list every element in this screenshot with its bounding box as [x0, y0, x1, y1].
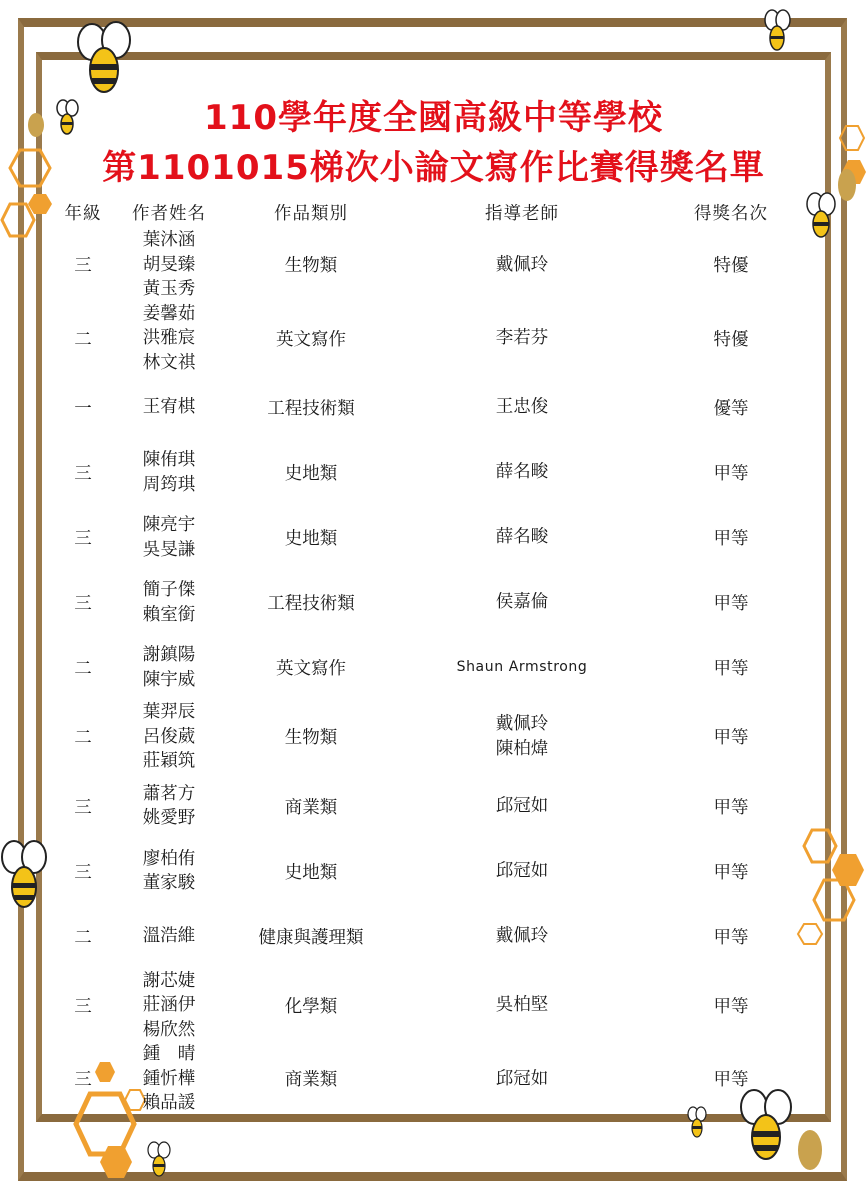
type-cell: 英文寫作 [276, 329, 346, 350]
grade-cell: 二 [74, 728, 92, 749]
authors-cell-name: 賴品諼 [142, 1093, 196, 1113]
authors-cell-name: 廖柏侑 [142, 848, 196, 869]
advisor-cell-name: 侯嘉倫 [495, 592, 549, 613]
authors-cell [114, 969, 224, 1043]
grade-cell: 三 [74, 1070, 92, 1091]
advisor-cell [398, 302, 646, 376]
table-row [52, 635, 816, 700]
authors-cell-name: 陳亮宇 [142, 515, 196, 535]
table-row [52, 700, 816, 774]
table-row [52, 839, 816, 904]
advisor-cell [398, 904, 646, 969]
authors-cell-name: 王宥棋 [142, 397, 196, 418]
table-header-row [52, 196, 816, 228]
type-cell: 工程技術類 [267, 399, 355, 419]
advisor-cell [398, 440, 646, 505]
table-row [52, 904, 816, 969]
type-cell: 史地類 [284, 529, 338, 549]
authors-cell [114, 635, 224, 700]
rank-cell: 甲等 [713, 464, 749, 484]
rank-cell: 甲等 [713, 927, 749, 948]
grade-cell: 二 [74, 329, 92, 350]
authors-cell-name: 呂俊葳 [142, 726, 196, 747]
advisor-cell-name: 李若芬 [495, 328, 549, 348]
authors-cell-name: 陳宇威 [142, 669, 196, 690]
type-cell: 史地類 [284, 862, 338, 883]
rank-cell: 甲等 [713, 996, 749, 1017]
table-row [52, 505, 816, 570]
advisor-cell [398, 570, 646, 635]
type-cell: 工程技術類 [267, 594, 355, 614]
rank-cell: 甲等 [713, 862, 749, 883]
authors-cell-name: 謝鎮陽 [142, 645, 196, 665]
authors-cell-name: 蕭茗方 [142, 783, 196, 804]
table-row [52, 774, 816, 839]
type-cell: 英文寫作 [276, 659, 346, 679]
authors-cell-name: 鍾忻樺 [142, 1068, 196, 1089]
advisor-cell [398, 375, 646, 440]
advisor-cell-name: 戴佩玲 [495, 714, 549, 735]
authors-cell-name: 楊欣然 [142, 1019, 196, 1040]
advisor-cell [398, 969, 646, 1043]
authors-cell [114, 700, 224, 774]
authors-cell [114, 228, 224, 302]
header-rank: 得獎名次 [694, 203, 768, 224]
grade-cell: 三 [74, 529, 92, 549]
table-row [52, 440, 816, 505]
advisor-cell-name: 薛名畯 [495, 462, 549, 483]
authors-cell-name: 黃玉秀 [142, 279, 196, 299]
advisor-cell [398, 635, 646, 700]
authors-cell-name: 莊涵伊 [142, 995, 196, 1015]
grade-cell: 三 [74, 862, 92, 883]
type-cell: 生物類 [284, 256, 338, 277]
authors-cell-name: 胡旻臻 [142, 254, 196, 275]
advisor-cell-name: 吳柏堅 [495, 995, 549, 1015]
advisor-cell-name: 陳柏煒 [495, 738, 549, 759]
authors-cell-name: 謝芯婕 [142, 970, 196, 991]
rank-cell: 特優 [713, 256, 749, 277]
advisor-cell-name: 邱冠如 [495, 860, 549, 881]
advisor-cell [398, 1042, 646, 1116]
authors-cell-name: 葉羿辰 [142, 702, 196, 722]
type-cell: 商業類 [284, 797, 338, 818]
rank-cell: 甲等 [713, 594, 749, 614]
grade-cell: 三 [74, 256, 92, 277]
bee-icon [0, 835, 48, 915]
authors-cell [114, 375, 224, 440]
authors-cell-name: 陳侑琪 [142, 450, 196, 470]
table-row [52, 570, 816, 635]
rank-cell: 甲等 [713, 659, 749, 679]
advisor-cell-name: 邱冠如 [495, 795, 549, 816]
type-cell: 商業類 [284, 1070, 338, 1091]
grade-cell: 三 [74, 996, 92, 1017]
advisor-cell-name: 邱冠如 [495, 1068, 549, 1089]
authors-cell-name: 吳旻謙 [142, 539, 196, 560]
authors-cell-name: 莊穎筑 [142, 751, 196, 771]
advisor-cell [398, 505, 646, 570]
advisor-cell [398, 228, 646, 302]
authors-cell [114, 302, 224, 376]
bee-icon [146, 1140, 172, 1180]
advisor-cell-name: 戴佩玲 [495, 925, 549, 946]
authors-cell [114, 570, 224, 635]
table-row [52, 302, 816, 376]
rank-cell: 甲等 [713, 529, 749, 549]
table-row [52, 228, 816, 302]
advisor-cell-name: Shaun Armstrong [456, 659, 588, 676]
grade-cell: 三 [74, 594, 92, 614]
authors-cell-name: 簡子傑 [142, 580, 196, 600]
advisor-cell-name: 戴佩玲 [495, 254, 549, 275]
type-cell: 化學類 [284, 996, 338, 1017]
bee-icon [70, 20, 140, 100]
advisor-cell [398, 700, 646, 774]
authors-cell-name: 鍾 晴 [142, 1044, 196, 1064]
grade-cell: 三 [74, 797, 92, 818]
authors-cell-name: 葉沐涵 [142, 230, 196, 250]
rank-cell: 優等 [713, 399, 749, 419]
page-title: 110學年度全國高級中等學校 [204, 98, 663, 138]
advisor-cell [398, 839, 646, 904]
authors-cell-name: 洪雅宸 [142, 328, 196, 348]
advisor-cell-name: 王忠俊 [495, 397, 549, 418]
table-body [52, 228, 816, 1116]
type-cell: 史地類 [284, 464, 338, 484]
authors-cell-name: 董家駿 [142, 873, 196, 893]
bee-icon [762, 8, 792, 54]
table-row [52, 1042, 816, 1116]
authors-cell [114, 440, 224, 505]
table-row [52, 969, 816, 1043]
authors-cell [114, 839, 224, 904]
authors-cell [114, 904, 224, 969]
authors-cell [114, 774, 224, 839]
authors-cell-name: 林文祺 [142, 352, 196, 373]
authors-cell-name: 賴室銜 [142, 604, 196, 625]
header-type: 作品類別 [274, 203, 348, 224]
rank-cell: 甲等 [713, 1070, 749, 1091]
authors-cell [114, 1042, 224, 1116]
grade-cell: 三 [74, 464, 92, 484]
header-authors: 作者姓名 [132, 203, 206, 224]
authors-cell-name: 溫浩維 [142, 925, 196, 946]
type-cell: 健康與護理類 [258, 927, 364, 948]
table-row [52, 375, 816, 440]
authors-cell-name: 姜馨茹 [142, 303, 196, 324]
grade-cell: 二 [74, 659, 92, 679]
rank-cell: 甲等 [713, 797, 749, 818]
grade-cell: 一 [74, 399, 92, 419]
advisor-cell [398, 774, 646, 839]
authors-cell [114, 505, 224, 570]
rank-cell: 特優 [713, 329, 749, 350]
authors-cell-name: 周筠琪 [142, 474, 196, 495]
rank-cell: 甲等 [713, 728, 749, 749]
header-grade: 年級 [64, 203, 102, 224]
page-subtitle: 第1101015梯次小論文寫作比賽得獎名單 [102, 148, 765, 188]
advisor-cell-name: 薛名畯 [495, 527, 549, 548]
header-advisor: 指導老師 [485, 203, 559, 224]
awards-table [52, 196, 816, 1116]
type-cell: 生物類 [284, 728, 338, 749]
authors-cell-name: 姚愛野 [142, 808, 196, 828]
grade-cell: 二 [74, 927, 92, 948]
